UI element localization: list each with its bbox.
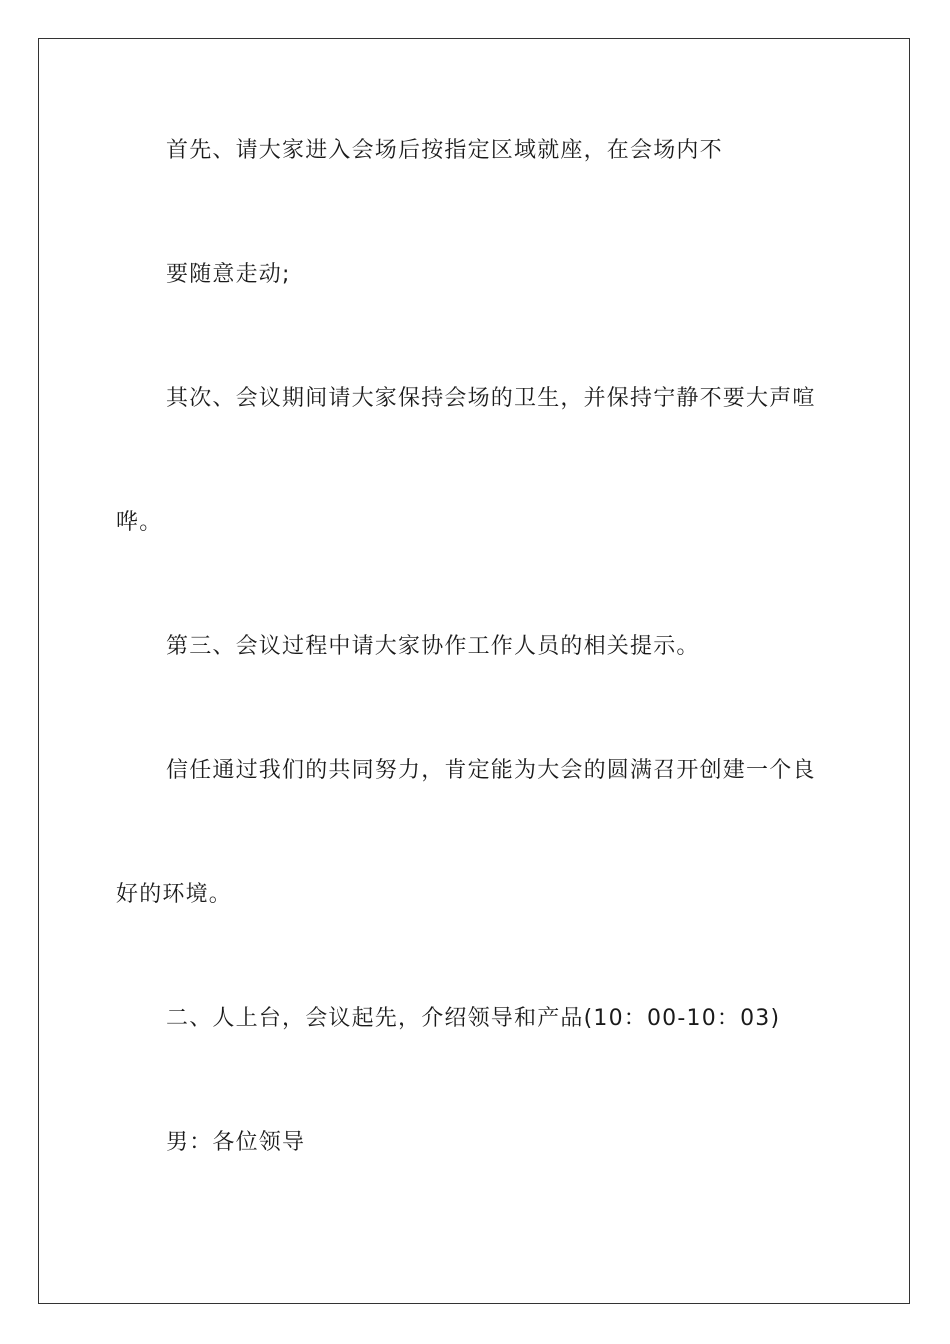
paragraph-line-trust-cont: 好的环境。 <box>116 882 233 907</box>
paragraph-line-trust: 信任通过我们的共同努力，肯定能为大会的圆满召开创建一个良 <box>166 758 816 783</box>
paragraph-line-hygiene: 其次、会议期间请大家保持会场的卫生，并保持宁静不要大声喧 <box>166 386 816 411</box>
section-heading-agenda: 二、人上台，会议起先，介绍领导和产品(10：00-10：03) <box>166 1006 781 1031</box>
paragraph-line-cooperation: 第三、会议过程中请大家协作工作人员的相关提示。 <box>166 634 700 659</box>
paragraph-line-seating: 首先、请大家进入会场后按指定区域就座，在会场内不 <box>166 138 723 163</box>
paragraph-line-seating-cont: 要随意走动; <box>166 262 291 287</box>
speaker-line-male: 男：各位领导 <box>166 1130 306 1155</box>
paragraph-line-hygiene-cont: 哗。 <box>116 510 163 535</box>
page-frame <box>38 38 910 1304</box>
